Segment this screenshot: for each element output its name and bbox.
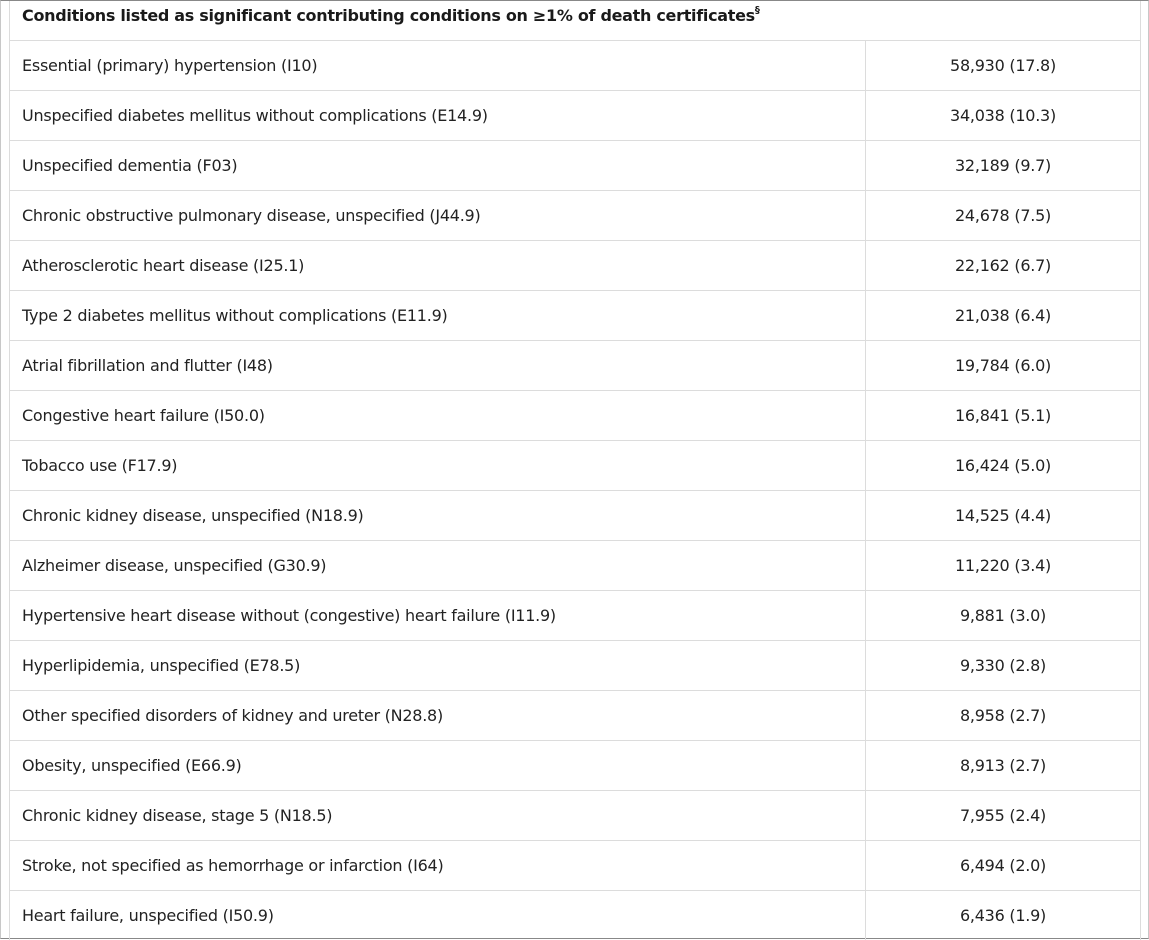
count-percent-cell: 9,330 (2.8) bbox=[959, 656, 1047, 675]
condition-cell: Chronic kidney disease, unspecified (N18.9) bbox=[10, 491, 866, 540]
count-percent-cell: 16,424 (5.0) bbox=[955, 456, 1051, 475]
table-row bbox=[10, 441, 1140, 491]
count-percent-cell: 32,189 (9.7) bbox=[955, 156, 1051, 175]
header-footnote-marker: § bbox=[754, 4, 760, 16]
table-row bbox=[10, 541, 1140, 591]
table-row bbox=[10, 41, 1140, 91]
condition-cell: Obesity, unspecified (E66.9) bbox=[10, 741, 866, 790]
count-percent-cell: 9,881 (3.0) bbox=[959, 606, 1047, 625]
condition-cell: Other specified disorders of kidney and ureter (N28.8) bbox=[10, 691, 866, 740]
condition-cell: Congestive heart failure (I50.0) bbox=[10, 391, 866, 440]
table-header bbox=[22, 6, 760, 25]
condition-cell: Heart failure, unspecified (I50.9) bbox=[10, 891, 866, 940]
count-percent-cell: 58,930 (17.8) bbox=[950, 56, 1056, 75]
condition-cell: Chronic obstructive pulmonary disease, unspecified (J44.9) bbox=[10, 191, 866, 240]
table-row bbox=[10, 841, 1140, 891]
count-percent-cell: 34,038 (10.3) bbox=[950, 106, 1056, 125]
count-percent-cell: 8,958 (2.7) bbox=[959, 706, 1047, 725]
condition-cell: Atherosclerotic heart disease (I25.1) bbox=[10, 241, 866, 290]
table-body bbox=[10, 41, 1140, 940]
condition-cell: Alzheimer disease, unspecified (G30.9) bbox=[10, 541, 866, 590]
table-row bbox=[10, 141, 1140, 191]
table-row bbox=[10, 691, 1140, 741]
condition-cell: Stroke, not specified as hemorrhage or infarction (I64) bbox=[10, 841, 866, 890]
table-header-text: Conditions listed as significant contributing conditions on ≥1% of death certificates bbox=[22, 6, 755, 25]
count-percent-cell: 11,220 (3.4) bbox=[955, 556, 1051, 575]
condition-cell: Unspecified dementia (F03) bbox=[10, 141, 866, 190]
table-row bbox=[10, 241, 1140, 291]
conditions-table bbox=[9, 1, 1141, 940]
count-percent-cell: 14,525 (4.4) bbox=[955, 506, 1051, 525]
table-row bbox=[10, 641, 1140, 691]
count-percent-cell: 8,913 (2.7) bbox=[959, 756, 1047, 775]
table-row bbox=[10, 591, 1140, 641]
table-row bbox=[10, 291, 1140, 341]
count-percent-cell: 16,841 (5.1) bbox=[955, 406, 1051, 425]
count-percent-cell: 24,678 (7.5) bbox=[955, 206, 1051, 225]
condition-cell: Chronic kidney disease, stage 5 (N18.5) bbox=[10, 791, 866, 840]
count-percent-cell: 21,038 (6.4) bbox=[955, 306, 1051, 325]
condition-cell: Hypertensive heart disease without (congestive) heart failure (I11.9) bbox=[10, 591, 866, 640]
count-percent-cell: 6,436 (1.9) bbox=[959, 906, 1047, 925]
count-percent-cell: 19,784 (6.0) bbox=[955, 356, 1051, 375]
count-percent-cell: 22,162 (6.7) bbox=[955, 256, 1051, 275]
count-percent-cell: 6,494 (2.0) bbox=[959, 856, 1047, 875]
count-percent-cell: 7,955 (2.4) bbox=[959, 806, 1047, 825]
condition-cell: Type 2 diabetes mellitus without complications (E11.9) bbox=[10, 291, 866, 340]
table-row bbox=[10, 341, 1140, 391]
table-row bbox=[10, 391, 1140, 441]
table-row bbox=[10, 741, 1140, 791]
table-header-row bbox=[10, 1, 1140, 41]
condition-cell: Atrial fibrillation and flutter (I48) bbox=[10, 341, 866, 390]
table-row bbox=[10, 891, 1140, 940]
table-row bbox=[10, 491, 1140, 541]
table-row bbox=[10, 191, 1140, 241]
condition-cell: Tobacco use (F17.9) bbox=[10, 441, 866, 490]
condition-cell: Essential (primary) hypertension (I10) bbox=[10, 41, 866, 90]
condition-cell: Unspecified diabetes mellitus without complications (E14.9) bbox=[10, 91, 866, 140]
condition-cell: Hyperlipidemia, unspecified (E78.5) bbox=[10, 641, 866, 690]
table-row bbox=[10, 91, 1140, 141]
table-row bbox=[10, 791, 1140, 841]
